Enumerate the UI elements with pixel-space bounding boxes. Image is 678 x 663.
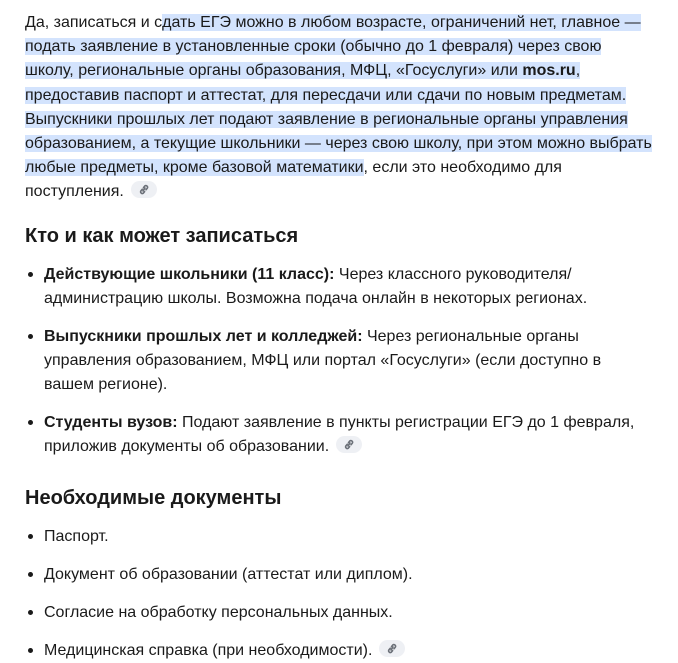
list-item-text: Согласие на обработку персональных данных. (44, 603, 393, 621)
list-item (25, 563, 654, 587)
intro-selection[interactable] (25, 14, 652, 176)
list-item-text: Паспорт. (44, 527, 109, 545)
list-item-title: Студенты вузов: (44, 413, 178, 431)
list-item (25, 325, 654, 397)
intro-text-selected-cont: , предоставив паспорт и аттестат, для пересдачи или сдачи по новым предметам. Выпускники прошлых лет подают заявление в региональные органы управления образованием, а текущие школьники — через свою школу, при этом можно выбрать любые предметы, кроме базовой математики (25, 62, 652, 177)
who-list (25, 263, 654, 459)
section-heading-who: Кто и как может записаться (25, 224, 299, 247)
list-item (25, 411, 654, 459)
list-item (25, 639, 654, 663)
source-link-button[interactable] (336, 436, 362, 453)
list-item (25, 525, 654, 549)
link-icon (343, 439, 355, 450)
list-item-text: Подают заявление в пункты регистрации ЕГЭ до 1 февраля, приложив документы об образовании. (44, 413, 635, 455)
mos-ru-text: mos.ru (522, 62, 576, 80)
list-item-title: Действующие школьники (11 класс): (44, 265, 335, 283)
bullet-icon (28, 334, 33, 339)
list-item (25, 263, 654, 311)
list-item-title: Выпускники прошлых лет и колледжей: (44, 327, 363, 345)
bullet-icon (28, 572, 33, 577)
bullet-icon (28, 272, 33, 277)
source-link-button[interactable] (131, 181, 157, 198)
bullet-icon (28, 534, 33, 539)
link-icon (138, 184, 150, 195)
intro-text-selected: дать ЕГЭ можно в любом возрасте, ограничений нет, главное — подать заявление в установленные сроки (обычно до 1 февраля) через свою школу, региональные органы образования, МФЦ, «Госуслуги» или (25, 14, 641, 80)
bullet-icon (28, 610, 33, 615)
section-heading-documents: Необходимые документы (25, 486, 282, 509)
intro-paragraph (25, 11, 654, 205)
source-link-button[interactable] (379, 640, 405, 657)
list-item (25, 601, 654, 625)
intro-text-end: , если это необходимо для поступления. (25, 159, 562, 201)
bullet-icon (28, 648, 33, 653)
documents-list (25, 525, 654, 663)
list-item-text: Документ об образовании (аттестат или диплом). (44, 565, 413, 583)
list-item-text: Через региональные органы управления образованием, МФЦ или портал «Госуслуги» (если доступно в вашем регионе). (44, 327, 602, 393)
intro-text-plain: Да, записаться и с (25, 14, 163, 31)
list-item-text: Через классного руководителя/ администрацию школы. Возможна подача онлайн в некоторых регионах. (44, 265, 588, 307)
list-item-text: Медицинская справка (при необходимости). (44, 641, 373, 659)
bullet-icon (28, 420, 33, 425)
